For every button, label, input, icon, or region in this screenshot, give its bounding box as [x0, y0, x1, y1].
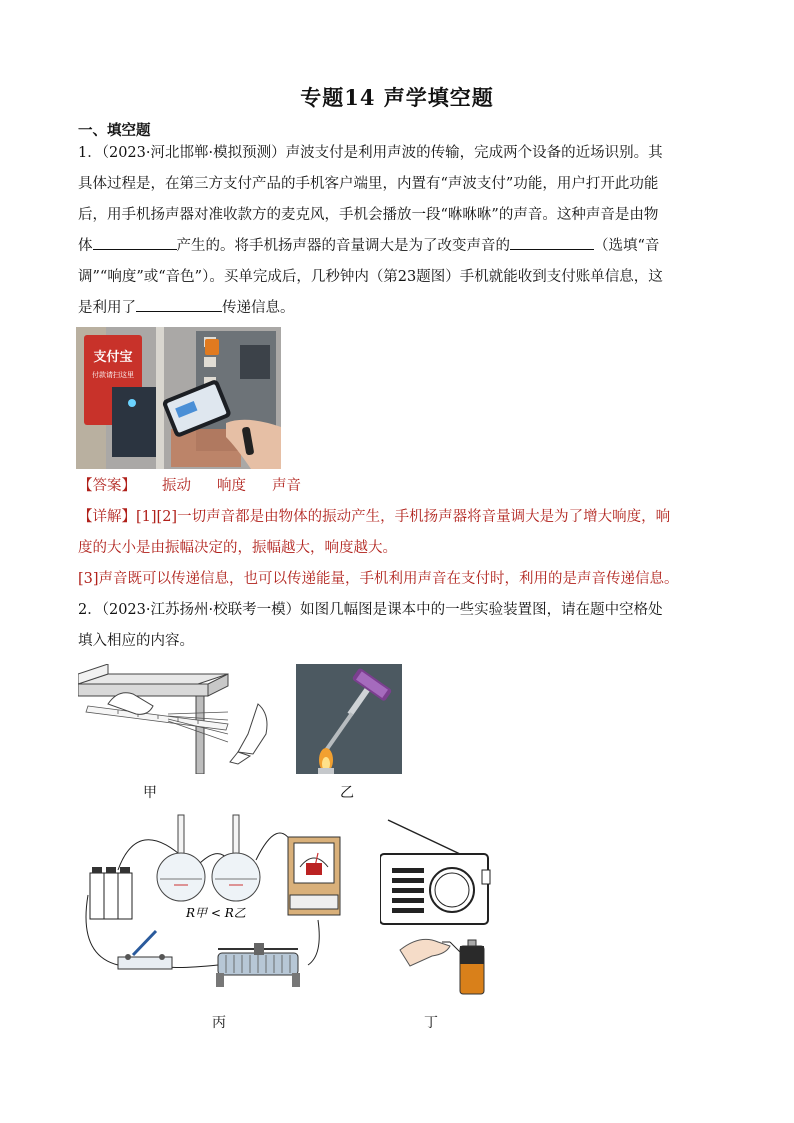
detail-line: 度的大小是由振幅决定的，振幅越大，响度越大。: [78, 540, 397, 556]
rheostat: [216, 943, 300, 987]
battery-pack: [90, 867, 132, 919]
q1-text-fragment: 是利用了: [78, 300, 136, 316]
figure-caption-ding: 丁: [424, 1015, 438, 1031]
photo-sign-subtext: 付款请扫这里: [92, 371, 134, 379]
detail-line: [3]声音既可以传递信息，也可以传递能量，手机利用声音在支付时，利用的是声音传递信息。: [78, 571, 679, 587]
q1-line: 具体过程是，在第三方支付产品的手机客户端里，内置有“声波支付”功能，用户打开此功能: [78, 176, 659, 192]
sonic-payment-photo: [76, 327, 281, 469]
answer-blank-3[interactable]: [136, 297, 222, 312]
answer-item: 声音: [272, 478, 301, 494]
figure-yi-tuning-fork: [296, 664, 402, 774]
answer-block: [78, 471, 718, 595]
resistance-label: R甲 < R乙: [186, 906, 246, 920]
answer-tag: 【答案】: [78, 478, 136, 494]
detail-tag: 【详解】: [78, 509, 136, 525]
figure-bing-circuit: [78, 805, 346, 1005]
figure-caption-bing: 丙: [212, 1015, 226, 1031]
q1-text-fragment: 体: [78, 238, 93, 254]
q1-text-fragment: 产生的。将手机扬声器的音量调大是为了改变声音的: [176, 238, 510, 254]
q1-line: 调”“响度”或“音色”）。买单完成后，几秒钟内（第23题图）手机就能收到支付账单信息，这: [78, 269, 663, 285]
figure-jia-ruler: [78, 664, 278, 774]
figure-caption-yi: 乙: [340, 785, 354, 801]
ammeter: [288, 837, 340, 915]
figure-caption-jia: 甲: [143, 785, 157, 801]
q1-line: [78, 231, 718, 262]
answer-blank-2[interactable]: [510, 235, 594, 250]
answer-blank-1[interactable]: [93, 235, 177, 250]
q1-line: 后，用手机扬声器对准收款方的麦克风，手机会播放一段“咻咻咻”的声音。这种声音是由物: [78, 207, 659, 223]
q1-text-fragment: （选填“音: [594, 238, 660, 254]
section-heading: 一、填空题: [78, 122, 151, 139]
switch: [118, 931, 172, 969]
answer-item: 响度: [217, 478, 246, 494]
question-1-text: [78, 138, 718, 324]
detail-line: [78, 502, 718, 533]
answer-line: [78, 471, 718, 502]
q1-text-fragment: 传递信息。: [222, 300, 295, 316]
q1-line: [78, 293, 718, 324]
figure-ding-radio: [380, 818, 495, 998]
flask-right: [212, 815, 260, 901]
detail-text: [1][2]一切声音都是由物体的振动产生，手机扬声器将音量调大是为了增大响度，响: [136, 509, 671, 525]
flask-left: [157, 815, 205, 901]
question-2-text: [78, 595, 718, 657]
q2-line: 2．（2023·江苏扬州·校联考一模）如图几幅图是课本中的一些实验装置图，请在题中空格处: [78, 602, 663, 618]
q2-line: 填入相应的内容。: [78, 633, 194, 649]
photo-sign-text: 支付宝: [93, 350, 133, 365]
page-title: 专题14 声学填空题: [300, 85, 494, 110]
q1-line: 1．（2023·河北邯郸·模拟预测）声波支付是利用声波的传输，完成两个设备的近场识别。其: [78, 145, 663, 161]
answer-item: 振动: [162, 478, 191, 494]
